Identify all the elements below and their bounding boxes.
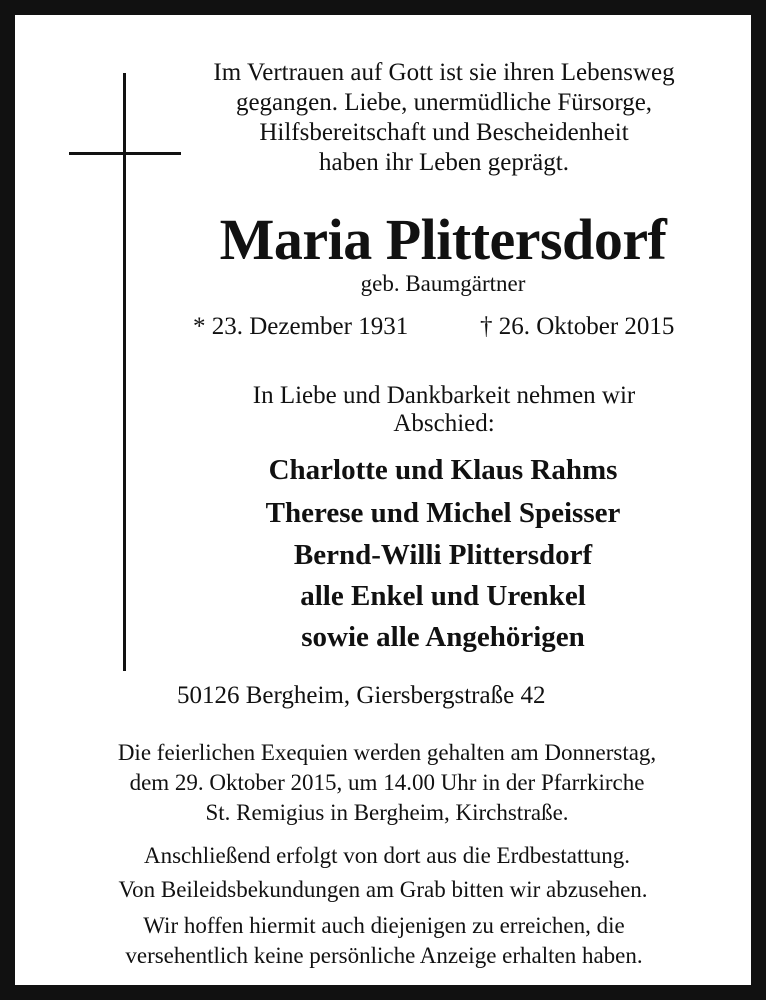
funeral-info-line: St. Remigius in Bergheim, Kirchstraße. — [205, 800, 569, 825]
mourner-line: Bernd-Willi Plittersdorf — [293, 539, 593, 571]
farewell-line: In Liebe und Dankbarkeit nehmen wir — [252, 382, 636, 409]
closing-line: Wir hoffen hiermit auch diejenigen zu erreichen, die — [143, 913, 625, 938]
maiden-name: geb. Baumgärtner — [360, 271, 526, 296]
deceased-name: Maria Plittersdorf — [219, 207, 667, 272]
farewell-line: Abschied: — [393, 410, 495, 437]
mourner-line: sowie alle Angehörigen — [301, 621, 585, 653]
verse-line: haben ihr Leben geprägt. — [319, 149, 569, 176]
verse-line: gegangen. Liebe, unermüdliche Fürsorge, — [235, 89, 653, 116]
closing-line: versehentlich keine persönliche Anzeige erhalten haben. — [125, 943, 643, 968]
cross-icon-beam — [69, 152, 181, 155]
mourner-line: alle Enkel und Urenkel — [300, 580, 586, 612]
verse-line: Im Vertrauen auf Gott ist sie ihren Lebensweg — [213, 59, 675, 86]
cross-icon — [123, 73, 126, 671]
funeral-info-line: dem 29. Oktober 2015, um 14.00 Uhr in der Pfarrkirche — [129, 770, 645, 795]
verse-line: Hilfsbereitschaft und Bescheidenheit — [259, 119, 629, 146]
burial-info: Anschließend erfolgt von dort aus die Erdbestattung. — [143, 843, 631, 868]
family-address: 50126 Bergheim, Giersbergstraße 42 — [177, 682, 546, 709]
condolence-note: Von Beileidsbekundungen am Grab bitten wir abzusehen. — [118, 877, 648, 902]
birth-date: * 23. Dezember 1931 — [193, 313, 409, 340]
death-date: † 26. Oktober 2015 — [480, 313, 675, 340]
mourner-line: Therese und Michel Speisser — [265, 497, 621, 529]
mourner-line: Charlotte und Klaus Rahms — [268, 454, 618, 486]
funeral-info-line: Die feierlichen Exequien werden gehalten am Donnerstag, — [117, 740, 657, 765]
